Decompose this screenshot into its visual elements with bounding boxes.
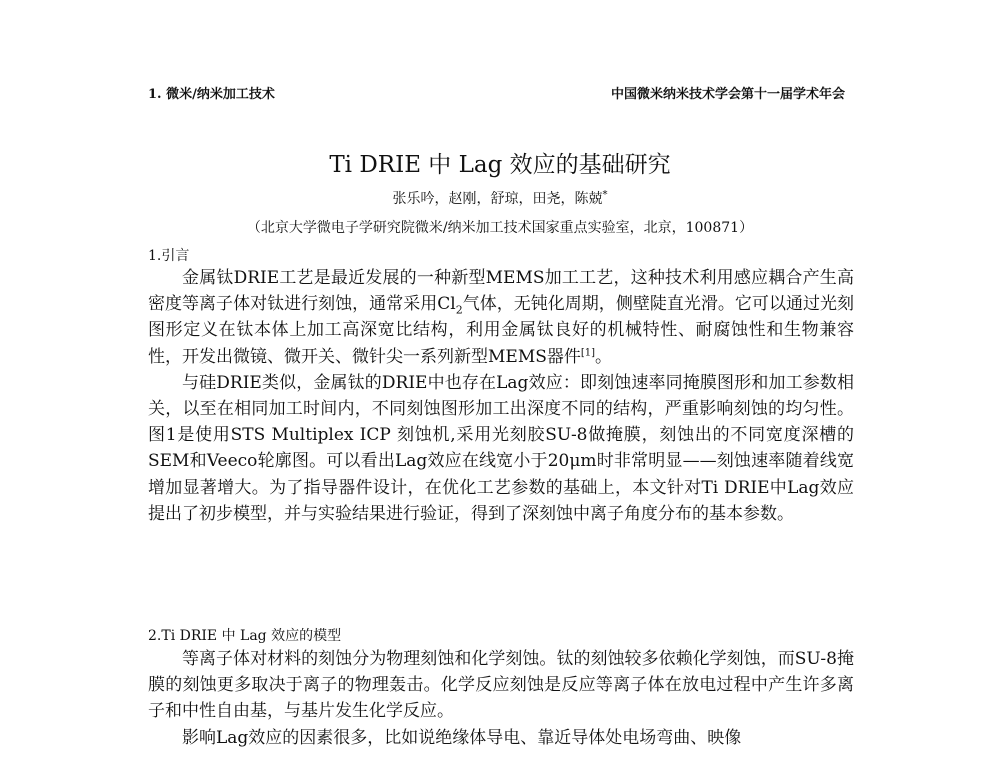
p1-text-b: 气体，无钝化周期，侧壁陡直光滑。它可以通过光刻图形定义在钛本体上加工高深宽比结构，利用金属钛良好的机械特性、耐腐蚀性和生物兼容性，开发出微镜、微开关、微针尖一系列新型MEMS器件 (148, 294, 855, 367)
model-paragraph-2: 影响Lag效应的因素很多，比如说绝缘体导电、靠近导体处电场弯曲、映像 (182, 727, 742, 748)
running-header-conference: 中国微米纳米技术学会第十一届学术年会 (610, 87, 845, 102)
affiliation: （北京大学微电子学研究院微米/纳米加工技术国家重点实验室，北京，100871） (246, 220, 754, 236)
intro-paragraph-2: 与硅DRIE类似，金属钛的DRIE中也存在Lag效应：即刻蚀速率同掩膜图形和加工参数相关，以至在相同加工时间内，不同刻蚀图形加工出深度不同的结构，严重影响刻蚀的均匀性。图1是使用STS Multiplex ICP 刻蚀机,采用光刻胶SU-8做掩膜，刻蚀出的不同宽度深槽的SEM和Veeco轮廓图。可以看出Lag效应在线宽小于20μm时非常明显——刻蚀速率随着线宽增加显著增大。为了指导器件设计，在优化工艺参数的基础上，本文针对Ti DRIE中Lag效应提出了初步模型，并与实验结果进行验证，得到了深刻蚀中离子角度分布的基本参数。 (148, 372, 854, 524)
p1-subscript: 2 (455, 303, 463, 317)
corresponding-author-mark: * (602, 189, 608, 201)
model-paragraph-1: 等离子体对材料的刻蚀分为物理刻蚀和化学刻蚀。钛的刻蚀较多依赖化学刻蚀，而SU-8掩膜的刻蚀更多取决于离子的物理轰击。化学反应刻蚀是反应等离子体在放电过程中产生许多离子和中性自由基，与基片发生化学反应。 (148, 649, 854, 722)
running-header-section: 1. 微米/纳米加工技术 (148, 87, 275, 102)
section-heading-model: 2.Ti DRIE 中 Lag 效应的模型 (148, 628, 342, 644)
p1-text-a: 金属钛DRIE工艺是最近发展的一种新型MEMS加工工艺，这种技术利用感应耦合产生高密度等离子体对钛进行刻蚀，通常采用Cl (148, 268, 854, 315)
author-names: 张乐吟，赵刚，舒琼，田尧，陈兢 (392, 191, 603, 207)
citation-ref-1: [1] (580, 346, 596, 358)
p1-text-c: 。 (595, 346, 613, 367)
intro-paragraph-1 (148, 265, 854, 370)
paper-title: Ti DRIE 中 Lag 效应的基础研究 (329, 152, 671, 178)
author-list (0, 188, 1000, 208)
intro-body (148, 265, 854, 527)
model-body (148, 646, 854, 751)
section-heading-intro: 1.引言 (148, 248, 190, 264)
